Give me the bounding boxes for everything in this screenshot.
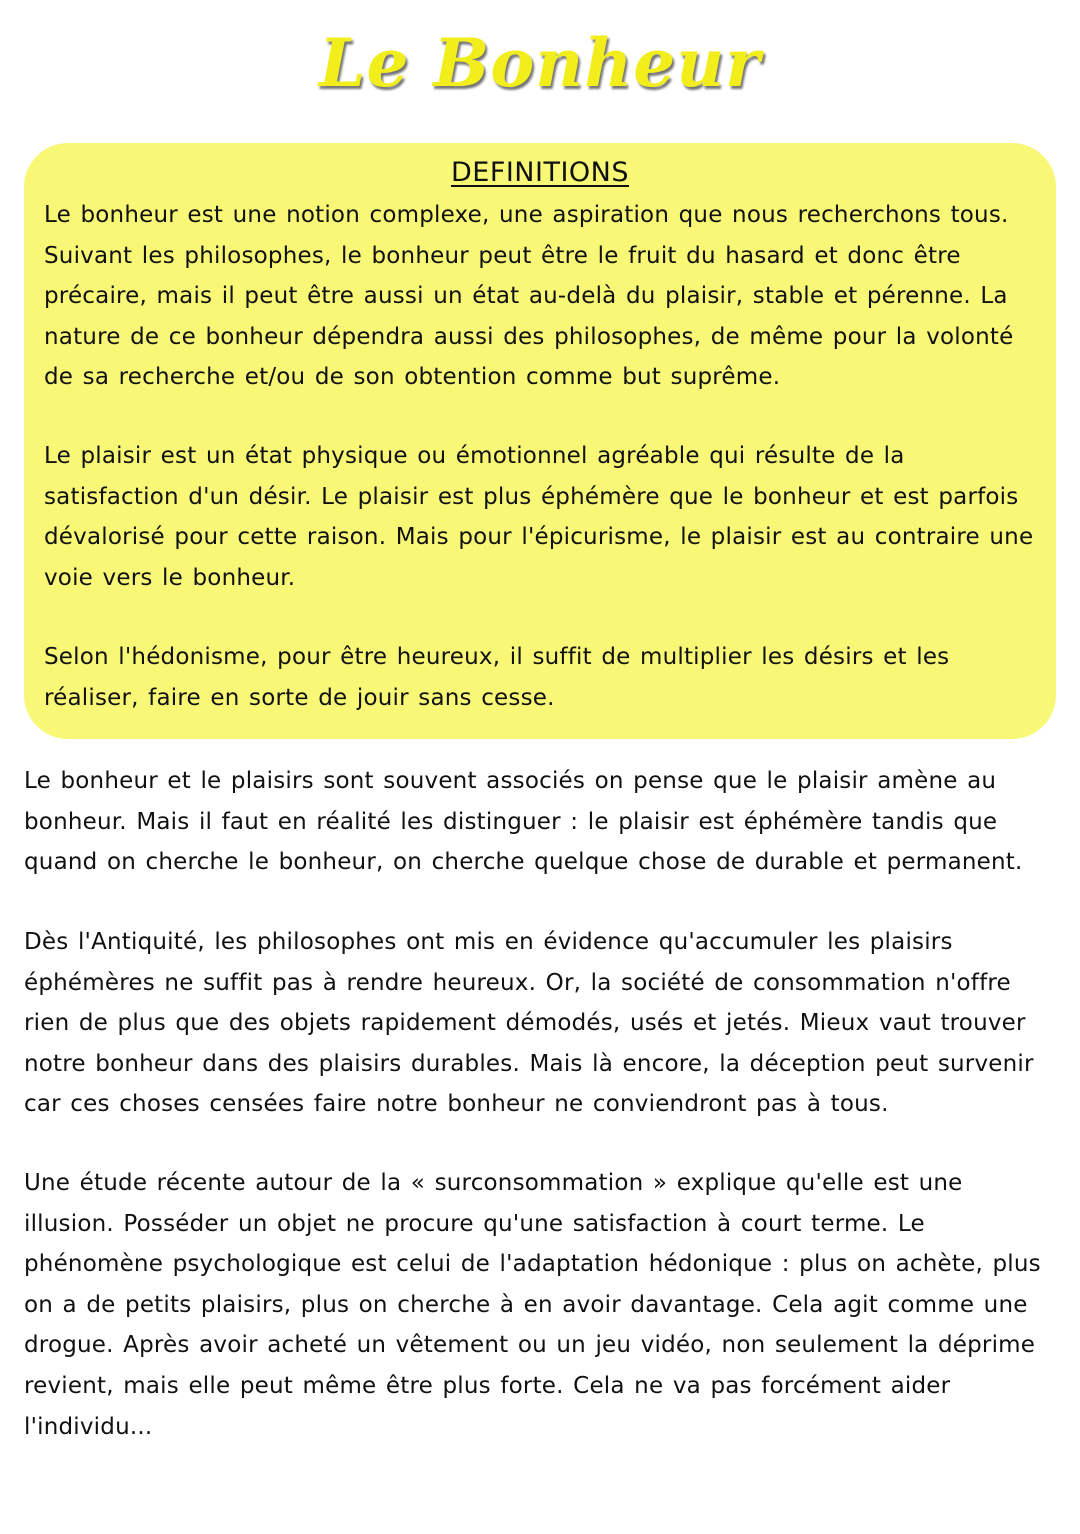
definitions-heading: DEFINITIONS [450, 157, 630, 188]
definition-plaisir-paragraph: Le plaisir est un état physique ou émotionnel agréable qui résulte de la satisfaction d'un désir. Le plaisir est plus éphémère que le bonheur et est parfois dévalorisé pour cette raison. Mais pour l'épicurisme, le plaisir est au contraire une voie vers le bonheur. [44, 443, 1034, 591]
definition-bonheur-paragraph: Le bonheur est une notion complexe, une aspiration que nous recherchons tous. Suivant les philosophes, le bonheur peut être le fruit du hasard et donc être précaire, mais il peut être aussi un état au-delà du plaisir, stable et pérenne. La nature de ce bonheur dépendra aussi des philosophes, de même pour la volonté de sa recherche et/ou de son obtention comme but suprême. [44, 202, 1014, 391]
body-paragraph-distinction: Le bonheur et le plaisirs sont souvent associés on pense que le plaisir amène au bonheur. Mais il faut en réalité les distinguer : le plaisir est éphémère tandis que quand on cherche le bonheur, on cherche quelque chose de durable et permanent. [24, 768, 1023, 876]
page-title: Le Bonheur [319, 24, 761, 102]
definition-hedonisme-paragraph: Selon l'hédonisme, pour être heureux, il suffit de multiplier les désirs et les réaliser, faire en sorte de jouir sans cesse. [44, 644, 950, 711]
body-paragraph-surconsommation: Une étude récente autour de la « surconsommation » explique qu'elle est une illusion. Posséder un objet ne procure qu'une satisfaction à court terme. Le phénomène psychologique est celui de l'adaptation hédonique : plus on achète, plus on a de petits plaisirs, plus on cherche à en avoir davantage. Cela agit comme une drogue. Après avoir acheté un vêtement ou un jeu vidéo, non seulement la déprime revient, mais elle peut même être plus forte. Cela ne va pas forcément aider l'individu... [24, 1170, 1041, 1440]
body-paragraph-antiquite: Dès l'Antiquité, les philosophes ont mis en évidence qu'accumuler les plaisirs éphémères ne suffit pas à rendre heureux. Or, la société de consommation n'offre rien de plus que des objets rapidement démodés, usés et jetés. Mieux vaut trouver notre bonheur dans des plaisirs durables. Mais là encore, la déception peut survenir car ces choses censées faire notre bonheur ne conviendront pas à tous. [24, 929, 1034, 1118]
